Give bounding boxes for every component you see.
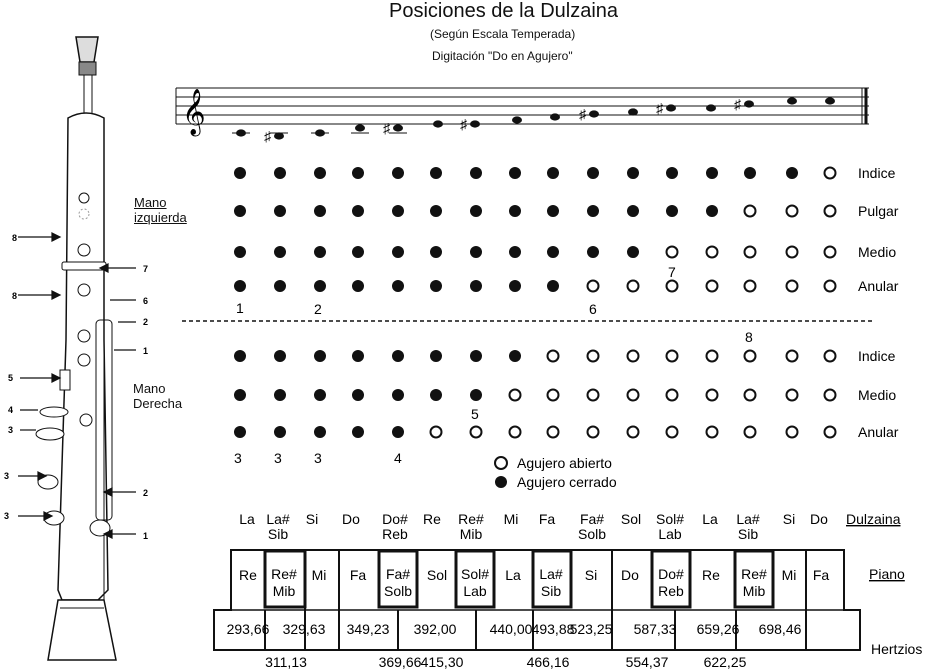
hole-open [431, 427, 442, 438]
hole-closed [352, 167, 364, 179]
hole-open [588, 390, 599, 401]
note-head [512, 116, 522, 123]
instrument-part-number: 8 [12, 291, 18, 301]
note-head [236, 129, 246, 136]
piano-note: Do# [658, 566, 684, 582]
fingering-chart [0, 150, 929, 500]
dulzaina-note: Lab [658, 526, 682, 542]
hole-open [548, 390, 559, 401]
note-head [274, 132, 284, 139]
note-head [628, 108, 638, 115]
note-head [470, 120, 480, 127]
hole-closed [274, 350, 286, 362]
hole-open [787, 351, 798, 362]
hole-closed [744, 167, 756, 179]
hole-closed [392, 389, 404, 401]
finger-row-label: Anular [858, 424, 899, 440]
piano-note: Reb [658, 583, 684, 599]
hole-closed [352, 389, 364, 401]
hole-closed [587, 167, 599, 179]
dulzaina-note: Do [342, 511, 360, 527]
instrument-part-number: 2 [143, 317, 149, 327]
frequency-black: 369,66 [378, 654, 422, 670]
hole-open [548, 427, 559, 438]
left-hand-label: Mano izquierda [134, 195, 187, 225]
note-head [787, 97, 797, 104]
piano-note: Sib [540, 583, 562, 599]
music-staff [0, 0, 929, 160]
note-head [666, 104, 676, 111]
hole-open [548, 351, 559, 362]
hole-closed [587, 246, 599, 258]
hole-closed [470, 350, 482, 362]
frequency-white: 293,66 [226, 621, 270, 637]
hole-closed [274, 389, 286, 401]
finger-row-label: Medio [858, 244, 897, 260]
hole-closed [509, 350, 521, 362]
hole-closed [314, 426, 326, 438]
frequency-black: 415,30 [420, 654, 464, 670]
instrument-part-number: 4 [8, 405, 14, 415]
note-head [744, 100, 754, 107]
hole-closed [470, 389, 482, 401]
hole-open [707, 281, 718, 292]
hole-closed [547, 167, 559, 179]
instrument-part-number: 3 [4, 511, 10, 521]
dulzaina-note: Fa [538, 511, 556, 527]
hole-closed [392, 246, 404, 258]
instrument-part-number: 5 [8, 373, 14, 383]
piano-label: Piano [869, 566, 905, 582]
finger-row-label: Indice [858, 165, 896, 181]
finger-number: 2 [314, 301, 322, 317]
hole-open [787, 281, 798, 292]
dulzaina-note: La# [736, 511, 760, 527]
hole-open [825, 247, 836, 258]
piano-note: Mib [742, 583, 766, 599]
frequency-white: 698,46 [758, 621, 802, 637]
frequency-black: 466,16 [526, 654, 570, 670]
finger-row-label: Indice [858, 348, 896, 364]
finger-number: 3 [314, 450, 322, 466]
hole-closed [706, 205, 718, 217]
hole-closed [547, 205, 559, 217]
hole-open [588, 351, 599, 362]
hole-open [825, 351, 836, 362]
dulzaina-note: Reb [382, 526, 408, 542]
hole-closed [274, 205, 286, 217]
piano-note: La# [539, 566, 563, 582]
frequency-black: 554,37 [625, 654, 669, 670]
hole-open [707, 247, 718, 258]
hole-open [510, 390, 521, 401]
hole-closed [352, 350, 364, 362]
finger-number: 4 [394, 450, 402, 466]
hole-closed [234, 426, 246, 438]
frequency-white: 493,88 [531, 621, 575, 637]
finger-number: 1 [236, 300, 244, 316]
frequency-white: 587,33 [633, 621, 677, 637]
dulzaina-note: Sib [737, 526, 759, 542]
hole-closed [786, 167, 798, 179]
hole-closed [547, 246, 559, 258]
hole-open [787, 427, 798, 438]
dulzaina-note: Do# [382, 511, 408, 527]
hole-closed [392, 350, 404, 362]
hole-closed [314, 167, 326, 179]
hole-closed [430, 246, 442, 258]
dulzaina-note: La [702, 511, 718, 527]
hole-open [787, 390, 798, 401]
hertz-label: Hertzios [871, 641, 923, 657]
hole-closed [234, 167, 246, 179]
hole-open [825, 168, 836, 179]
frequency-black: 622,25 [703, 654, 747, 670]
hole-open [628, 351, 639, 362]
hole-closed [274, 246, 286, 258]
hole-closed [430, 167, 442, 179]
piano-note: Re [702, 567, 720, 583]
dulzaina-note: Solb [577, 526, 607, 542]
legend-closed-symbol [495, 476, 507, 488]
hole-closed [274, 167, 286, 179]
hole-closed [509, 167, 521, 179]
piano-note: Fa [812, 567, 830, 583]
sharp-icon: ♯ [656, 100, 663, 116]
legend-closed-label: Agujero cerrado [517, 474, 617, 490]
piano-note: Lab [463, 583, 487, 599]
finger-row-label: Anular [858, 278, 899, 294]
finger-number: 3 [234, 450, 242, 466]
hole-closed [392, 205, 404, 217]
subtitle-scale: (Según Escala Temperada) [430, 27, 576, 41]
piano-note: Re# [271, 566, 297, 582]
hole-closed [234, 280, 246, 292]
note-head [589, 110, 599, 117]
hole-closed [547, 280, 559, 292]
finger-number: 7 [668, 264, 676, 280]
sharp-icon: ♯ [383, 120, 390, 136]
hole-open [745, 247, 756, 258]
note-head [315, 129, 325, 136]
piano-note: La [505, 567, 521, 583]
piano-note: Sol [426, 567, 448, 583]
dulzaina-note: Mib [459, 526, 483, 542]
piano-note: Fa [349, 567, 367, 583]
hole-open [787, 206, 798, 217]
frequency-white: 440,00 [489, 621, 533, 637]
finger-number: 5 [471, 406, 479, 422]
dulzaina-label: Dulzaina [846, 511, 901, 527]
hole-closed [470, 280, 482, 292]
hole-open [707, 351, 718, 362]
hole-closed [392, 280, 404, 292]
hole-closed [314, 350, 326, 362]
hole-closed [470, 167, 482, 179]
hole-closed [509, 205, 521, 217]
piano-note: Fa# [385, 566, 411, 582]
hole-closed [274, 280, 286, 292]
hole-closed [509, 246, 521, 258]
hole-closed [234, 389, 246, 401]
dulzaina-note: Mi [503, 511, 519, 527]
hole-closed [352, 246, 364, 258]
piano-note: Solb [383, 583, 413, 599]
hole-closed [352, 205, 364, 217]
legend-open-label: Agujero abierto [517, 455, 612, 471]
hole-closed [352, 280, 364, 292]
sharp-icon: ♯ [734, 96, 741, 112]
treble-clef-icon: 𝄞 [182, 90, 206, 134]
hole-closed [274, 426, 286, 438]
hole-closed [234, 350, 246, 362]
page-title: Posiciones de la Dulzaina [389, 0, 619, 22]
hole-open [588, 281, 599, 292]
hole-closed [314, 280, 326, 292]
hole-open [667, 427, 678, 438]
frequency-white: 329,63 [282, 621, 326, 637]
finger-number: 6 [589, 301, 597, 317]
hole-closed [430, 280, 442, 292]
hole-open [745, 390, 756, 401]
frequency-black: 311,13 [265, 654, 307, 670]
frequency-white: 349,23 [346, 621, 390, 637]
hole-closed [234, 246, 246, 258]
hole-open [628, 390, 639, 401]
hole-closed [627, 205, 639, 217]
instrument-part-number: 6 [143, 296, 149, 306]
frequency-white: 523,25 [569, 621, 613, 637]
instrument-part-number: 8 [12, 233, 18, 243]
frequency-white: 392,00 [413, 621, 457, 637]
hole-closed [234, 205, 246, 217]
dulzaina-note: Si [305, 511, 319, 527]
dulzaina-note: Sol [620, 511, 642, 527]
piano-note: Mib [272, 583, 296, 599]
dulzaina-note: Re [423, 511, 441, 527]
frequency-white: 659,26 [696, 621, 740, 637]
hole-open [667, 247, 678, 258]
instrument-part-number: 2 [143, 488, 149, 498]
hole-closed [470, 205, 482, 217]
hole-open [510, 427, 521, 438]
piano-note: Do [621, 567, 639, 583]
hole-closed [470, 246, 482, 258]
hole-open [628, 281, 639, 292]
note-head [393, 124, 403, 131]
hole-closed [627, 246, 639, 258]
instrument-part-number: 3 [4, 471, 10, 481]
piano-note: Re# [741, 566, 767, 582]
hole-closed [587, 205, 599, 217]
dulzaina-note: Sol# [655, 511, 685, 527]
sharp-icon: ♯ [460, 116, 467, 132]
hole-open [707, 390, 718, 401]
legend-open-symbol [495, 457, 507, 469]
hole-open [588, 427, 599, 438]
hole-open [471, 427, 482, 438]
hole-closed [430, 350, 442, 362]
sharp-icon: ♯ [579, 106, 586, 122]
hole-open [628, 427, 639, 438]
hole-open [825, 390, 836, 401]
finger-number: 8 [745, 329, 753, 345]
hole-open [667, 390, 678, 401]
dulzaina-note: Si [782, 511, 796, 527]
instrument-part-number: 3 [8, 425, 14, 435]
note-frequency-table [0, 500, 929, 670]
note-head [825, 97, 835, 104]
hole-closed [392, 426, 404, 438]
hole-closed [706, 167, 718, 179]
piano-note: Mi [781, 567, 797, 583]
hole-open [825, 427, 836, 438]
piano-note: Mi [311, 567, 327, 583]
dulzaina-note: La# [266, 511, 290, 527]
hole-closed [392, 167, 404, 179]
hole-closed [352, 426, 364, 438]
subtitle-fingering: Digitación "Do en Agujero" [432, 49, 573, 63]
hole-open [787, 247, 798, 258]
dulzaina-note: Do [810, 511, 828, 527]
hole-open [667, 281, 678, 292]
instrument-part-number: 1 [143, 531, 149, 541]
sharp-icon: ♯ [264, 128, 271, 144]
hole-closed [666, 205, 678, 217]
hole-open [825, 281, 836, 292]
dulzaina-note: Re# [458, 511, 484, 527]
note-head [355, 124, 365, 131]
hole-open [825, 206, 836, 217]
finger-row-label: Medio [858, 387, 897, 403]
instrument-part-number: 7 [143, 264, 149, 274]
hole-closed [509, 280, 521, 292]
hole-open [745, 427, 756, 438]
hole-open [745, 281, 756, 292]
piano-note: Sol# [460, 566, 490, 582]
dulzaina-note: La [239, 511, 255, 527]
hole-open [707, 427, 718, 438]
note-head [550, 113, 560, 120]
finger-row-label: Pulgar [858, 203, 899, 219]
note-head [433, 120, 443, 127]
hole-closed [627, 167, 639, 179]
piano-note: Re [239, 567, 257, 583]
right-hand-label: Mano Derecha [133, 381, 183, 411]
hole-closed [314, 389, 326, 401]
piano-note: Si [584, 567, 598, 583]
hole-closed [666, 167, 678, 179]
dulzaina-note: Sib [267, 526, 289, 542]
hole-closed [430, 205, 442, 217]
hole-closed [314, 246, 326, 258]
note-head [706, 104, 716, 111]
hole-closed [430, 389, 442, 401]
instrument-part-number: 1 [143, 346, 149, 356]
hole-open [667, 351, 678, 362]
hole-open [745, 351, 756, 362]
hole-closed [314, 205, 326, 217]
hole-open [745, 206, 756, 217]
dulzaina-note: Fa# [579, 511, 605, 527]
finger-number: 3 [274, 450, 282, 466]
